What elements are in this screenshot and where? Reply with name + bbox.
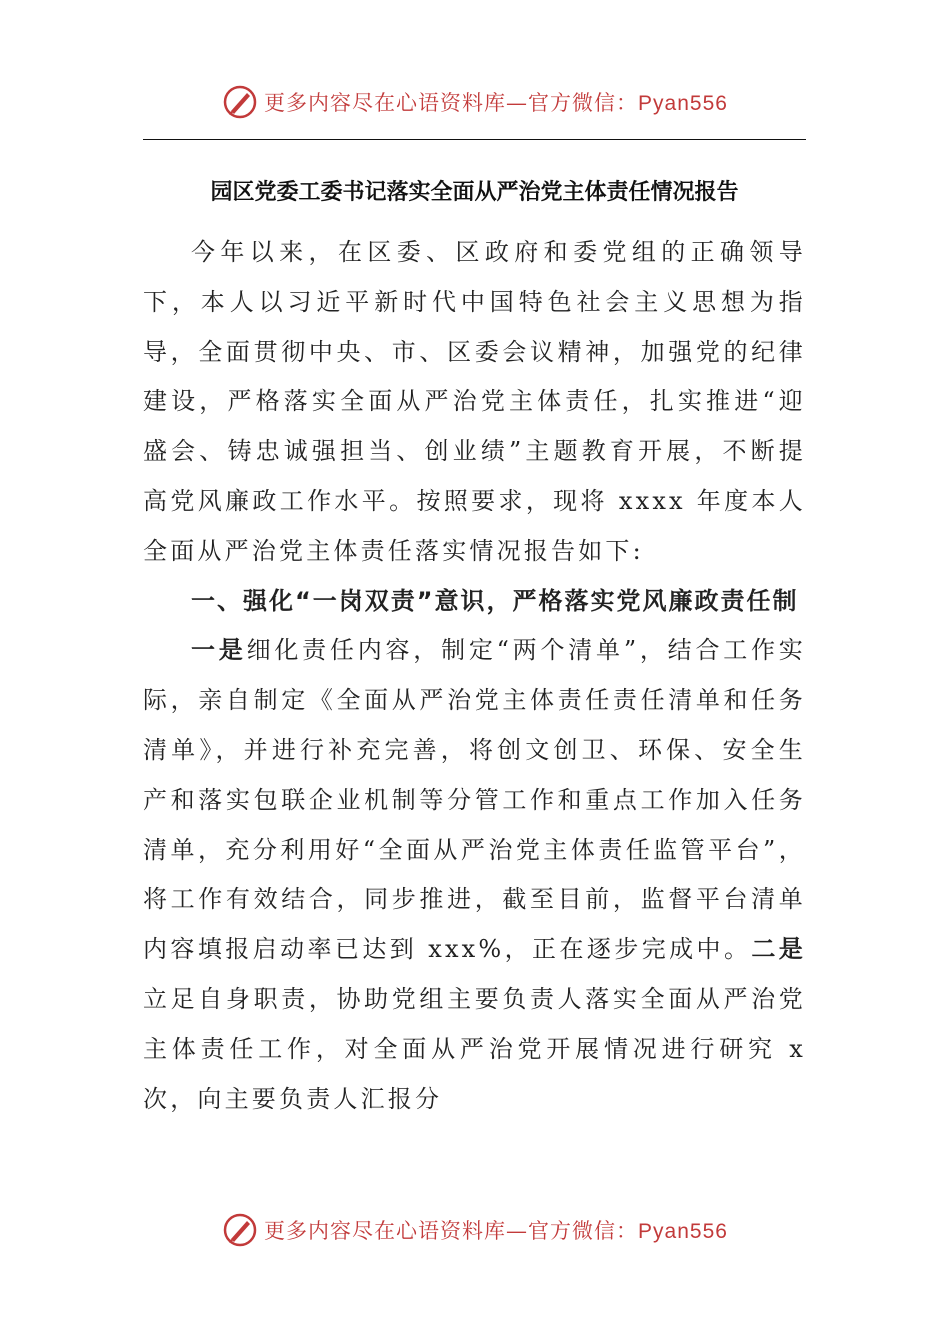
footer-watermark [0,1208,950,1252]
lead-marker-1: 一是 [191,636,247,665]
intro-paragraph: 今年以来，在区委、区政府和委党组的正确领导下，本人以习近平新时代中国特色社会主义思想为指导，全面贯彻中央、市、区委会议精神，加强党的纪律建设，严格落实全面从严治党主体责任，扎实推进“迎盛会、铸忠诚强担当、创业绩”主题教育开展，不断提高党风廉政工作水平。按照要求，现将 xxxx 年度本人全面从严治党主体责任落实情况报告如下: [143,238,806,565]
document-title: 园区党委工委书记落实全面从严治党主体责任情况报告 [210,179,739,205]
pen-logo-icon [222,1212,258,1248]
pen-logo-icon [222,84,258,120]
section-heading-1: 一、强化“一岗双责”意识，严格落实党风廉政责任制 [191,586,799,615]
header-watermark [0,80,950,124]
section-1-paragraph: 一是细化责任内容，制定“两个清单”，结合工作实际，亲自制定《全面从严治党主体责任责任清单和任务清单》，并进行补充完善，将创文创卫、环保、安全生产和落实包联企业机制等分管工作和重点工作加入任务清单，充分利用好“全面从严治党主体责任监管平台”，将工作有效结合，同步推进，截至目前，监督平台清单内容填报启动率已达到 xxx%，正在逐步完成中。二是立足自身职责，协助党组主要负责人落实全面从严治党主体责任工作，对全面从严治党开展情况进行研究 x 次，向主要负责人汇报分 [143,636,806,1113]
lead-marker-2: 二是 [751,935,806,964]
document-body [143,228,806,1124]
watermark-text: 更多内容尽在心语资料库—官方微信：Pyan556 [264,1219,728,1243]
header-divider [143,139,806,140]
watermark-text: 更多内容尽在心语资料库—官方微信：Pyan556 [264,91,728,115]
